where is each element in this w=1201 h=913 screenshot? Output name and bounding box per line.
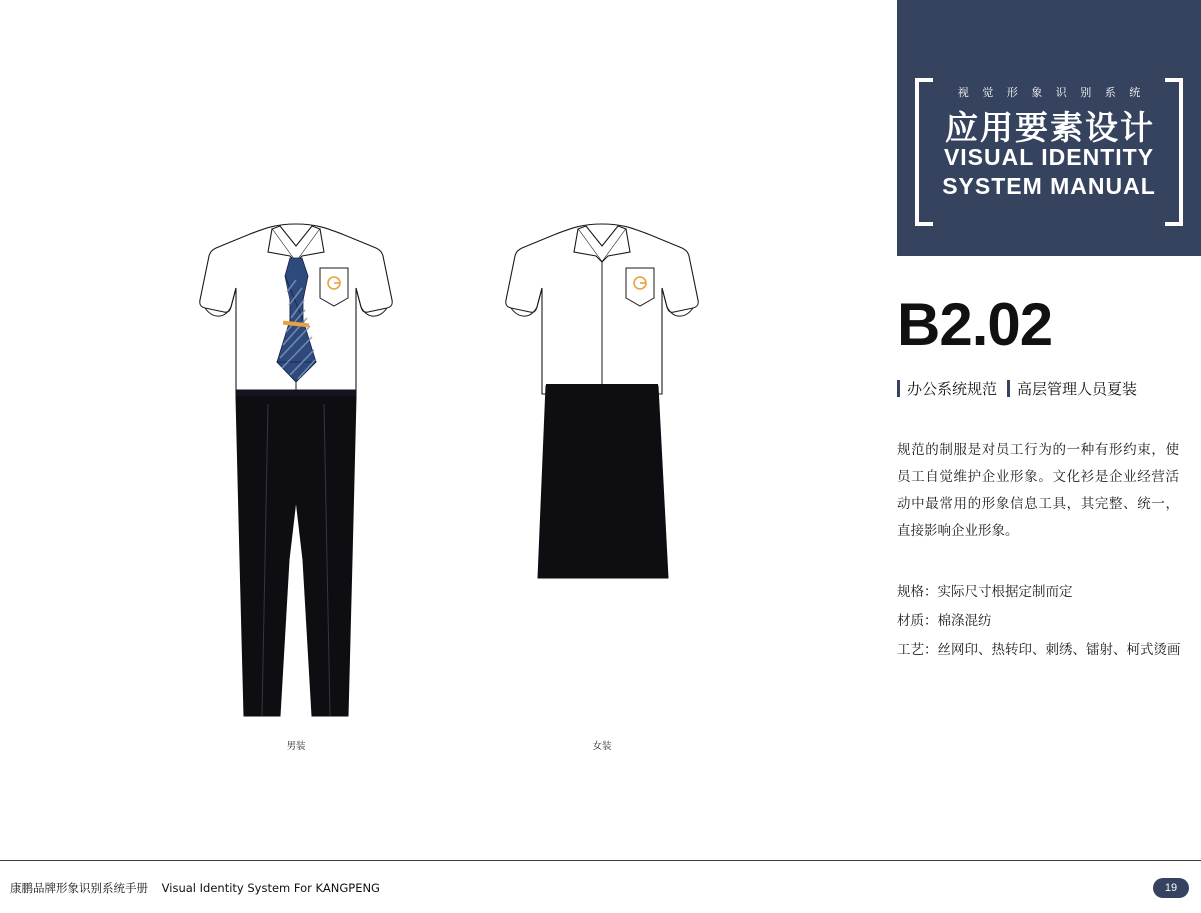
spec-item-process: 工艺：丝网印、热转印、刺绣、镭射、柯式烫画 [897,642,1181,658]
footer-text-en: Visual Identity System For KANGPENG [161,881,380,895]
divider-bar-right-icon [1007,380,1010,397]
caption-mens-uniform: 男装 [286,741,306,752]
caption-womens-uniform: 女装 [592,741,612,752]
spec-item-material: 材质：棉涤混纺 [897,613,992,629]
header-title-cn: 应用要素设计 [945,108,1155,147]
page-number-badge: 19 [1153,878,1189,898]
spec-list [897,578,1187,665]
footer-text [10,880,380,896]
description-paragraph: 规范的制服是对员工行为的一种有形约束，使员工自觉维护企业形象。文化衫是企业经营活动中最常用的形象信息工具，其完整、统一，直接影响企业形象。 [897,442,1179,539]
shirt-pocket-women [626,268,654,306]
section-code: B2.02 [897,291,1053,358]
mens-uniform-illustration [200,224,393,716]
divider-bar-left-icon [897,380,900,397]
footer-text-cn: 康鹏品牌形象识别系统手册 [10,881,148,895]
header-block [897,0,1201,256]
womens-uniform-illustration [506,224,699,578]
section-subtitle [897,378,1137,399]
header-title-en-line2: SYSTEM MANUAL [942,173,1156,199]
header-title-en-line1: VISUAL IDENTITY [943,144,1155,170]
header-subtitle-cn: 视 觉 形 象 识 别 系 统 [957,86,1146,99]
header-bracket-frame [915,78,1183,218]
subtitle-left-label: 办公系统规范 [907,380,998,398]
subtitle-right-label: 高层管理人员夏装 [1017,380,1138,398]
footer-divider [0,860,1201,861]
spec-item-size: 规格：实际尺寸根据定制而定 [897,584,1073,600]
shirt-pocket-men [320,268,348,306]
